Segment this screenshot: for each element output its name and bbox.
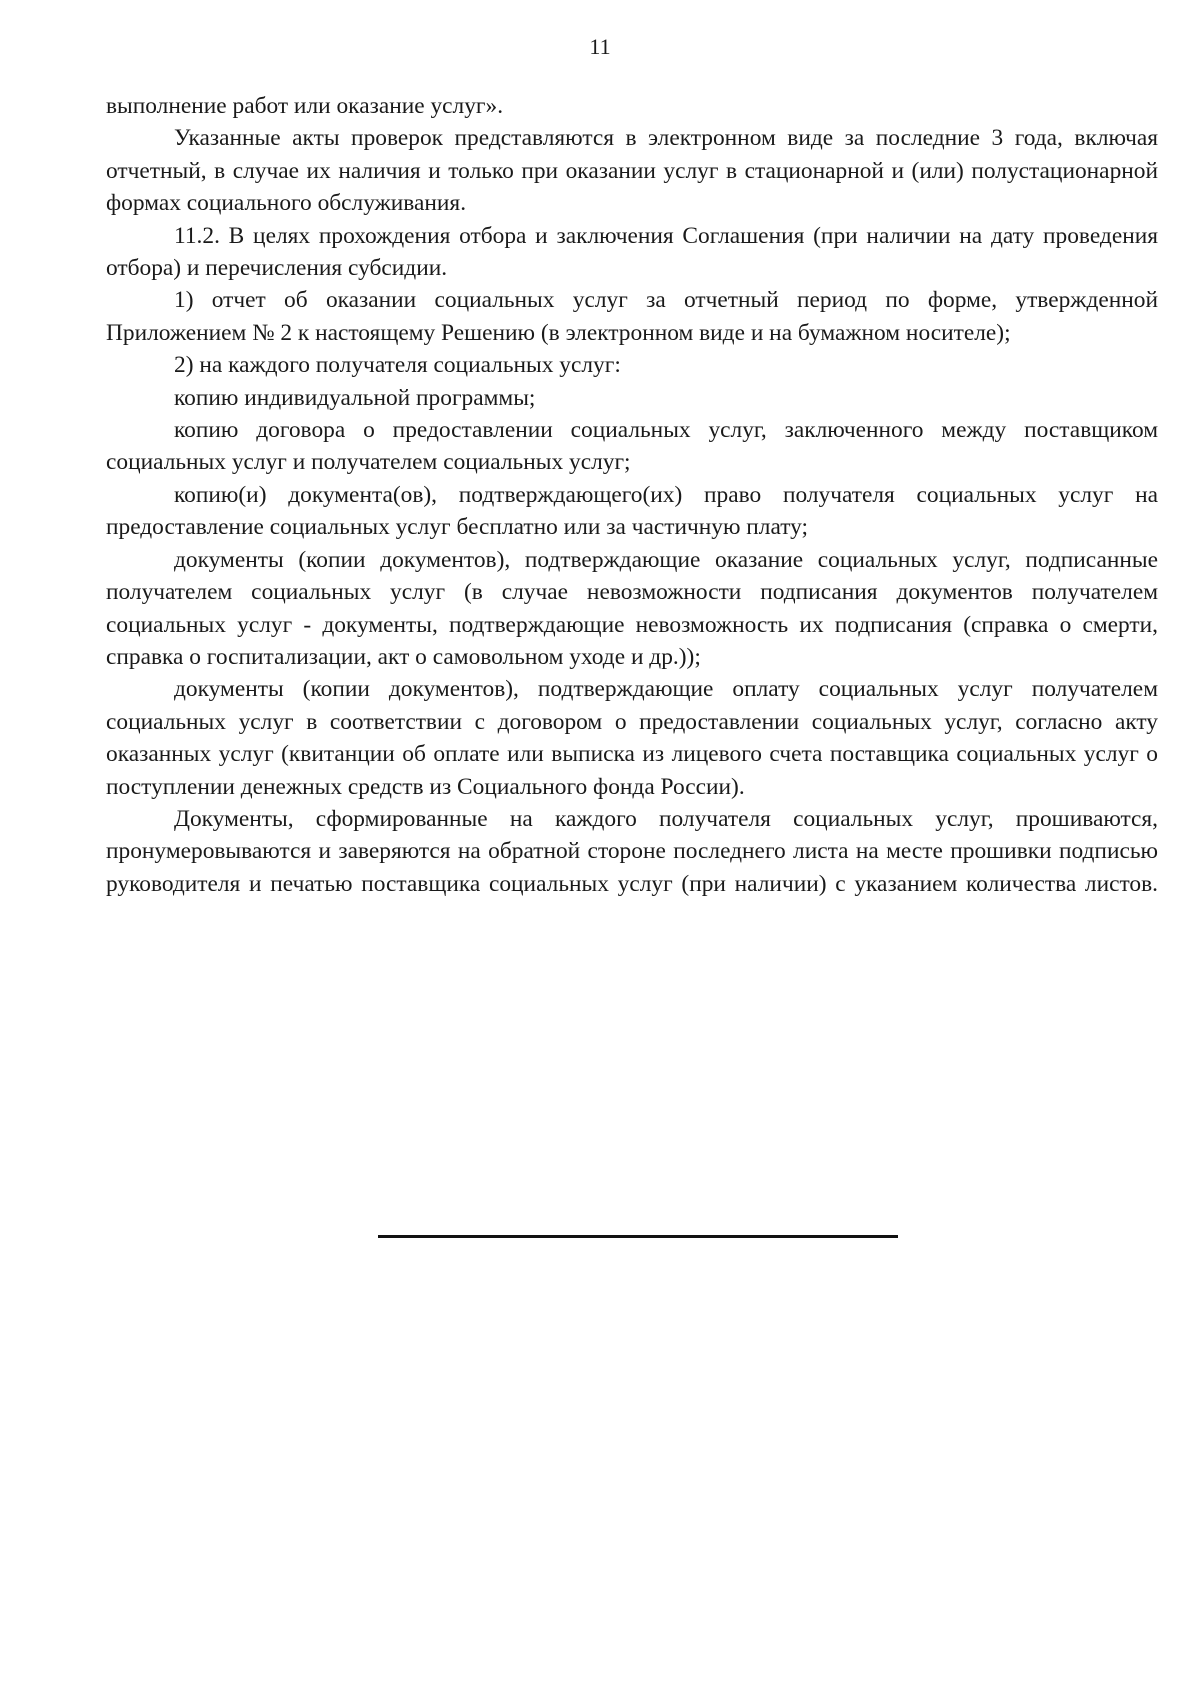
- paragraph-11-2: 11.2. В целях прохождения отбора и заключения Соглашения (при наличии на дату проведения отбора) и перечисления субсидии.: [106, 222, 1158, 282]
- paragraph-individual-program: копию индивидуальной программы;: [174, 384, 536, 411]
- paragraph-inspection-acts: Указанные акты проверок представляются в электронном виде за последние 3 года, включая отчетный, в случае их наличия и только при оказании услуг в стационарной и (или) полустационарной формах социального обслуживания.: [106, 125, 1158, 217]
- paragraph-contract-copy: копию договора о предоставлении социальных услуг, заключенного между поставщиком социальных услуг и получателем социальных услуг;: [106, 417, 1158, 476]
- paragraph-item-1-report: 1) отчет об оказании социальных услуг за отчетный период по форме, утвержденной Приложением № 2 к настоящему Решению (в электронном виде и на бумажном носителе);: [106, 287, 1158, 346]
- paragraph-binding-requirements: Документы, сформированные на каждого получателя социальных услуг, прошиваются, пронумеровываются и заверяются на обратной стороне последнего листа на месте прошивки подписью руководителя и печатью поставщика социальных услуг (при наличии) с указанием количества листов.: [106, 805, 1158, 897]
- paragraph-service-confirmation: документы (копии документов), подтверждающие оказание социальных услуг, подписанные получателем социальных услуг (в случае невозможности подписания документов получателем социальных услуг - документы, подтверждающие невозможность их подписания (справка о смерти, справка о госпитализации, акт о самовольном уходе и др.));: [106, 546, 1158, 670]
- paragraph-continuation: выполнение работ или оказание услуг».: [106, 93, 504, 119]
- document-body: [106, 90, 1158, 900]
- paragraph-item-2-recipient: 2) на каждого получателя социальных услуг:: [174, 352, 621, 379]
- page-number: 11: [589, 34, 611, 59]
- end-of-document-divider: [378, 1235, 898, 1238]
- paragraph-entitlement-documents: копию(и) документа(ов), подтверждающего(их) право получателя социальных услуг на предоставление социальных услуг бесплатно или за частичную плату;: [106, 481, 1158, 541]
- paragraph-payment-confirmation: документы (копии документов), подтверждающие оплату социальных услуг получателем социальных услуг в соответствии с договором о предоставлении социальных услуг, согласно акту оказанных услуг (квитанции об оплате или выписка из лицевого счета поставщика социальных услуг о поступлении денежных средств из Социального фонда России).: [106, 676, 1158, 800]
